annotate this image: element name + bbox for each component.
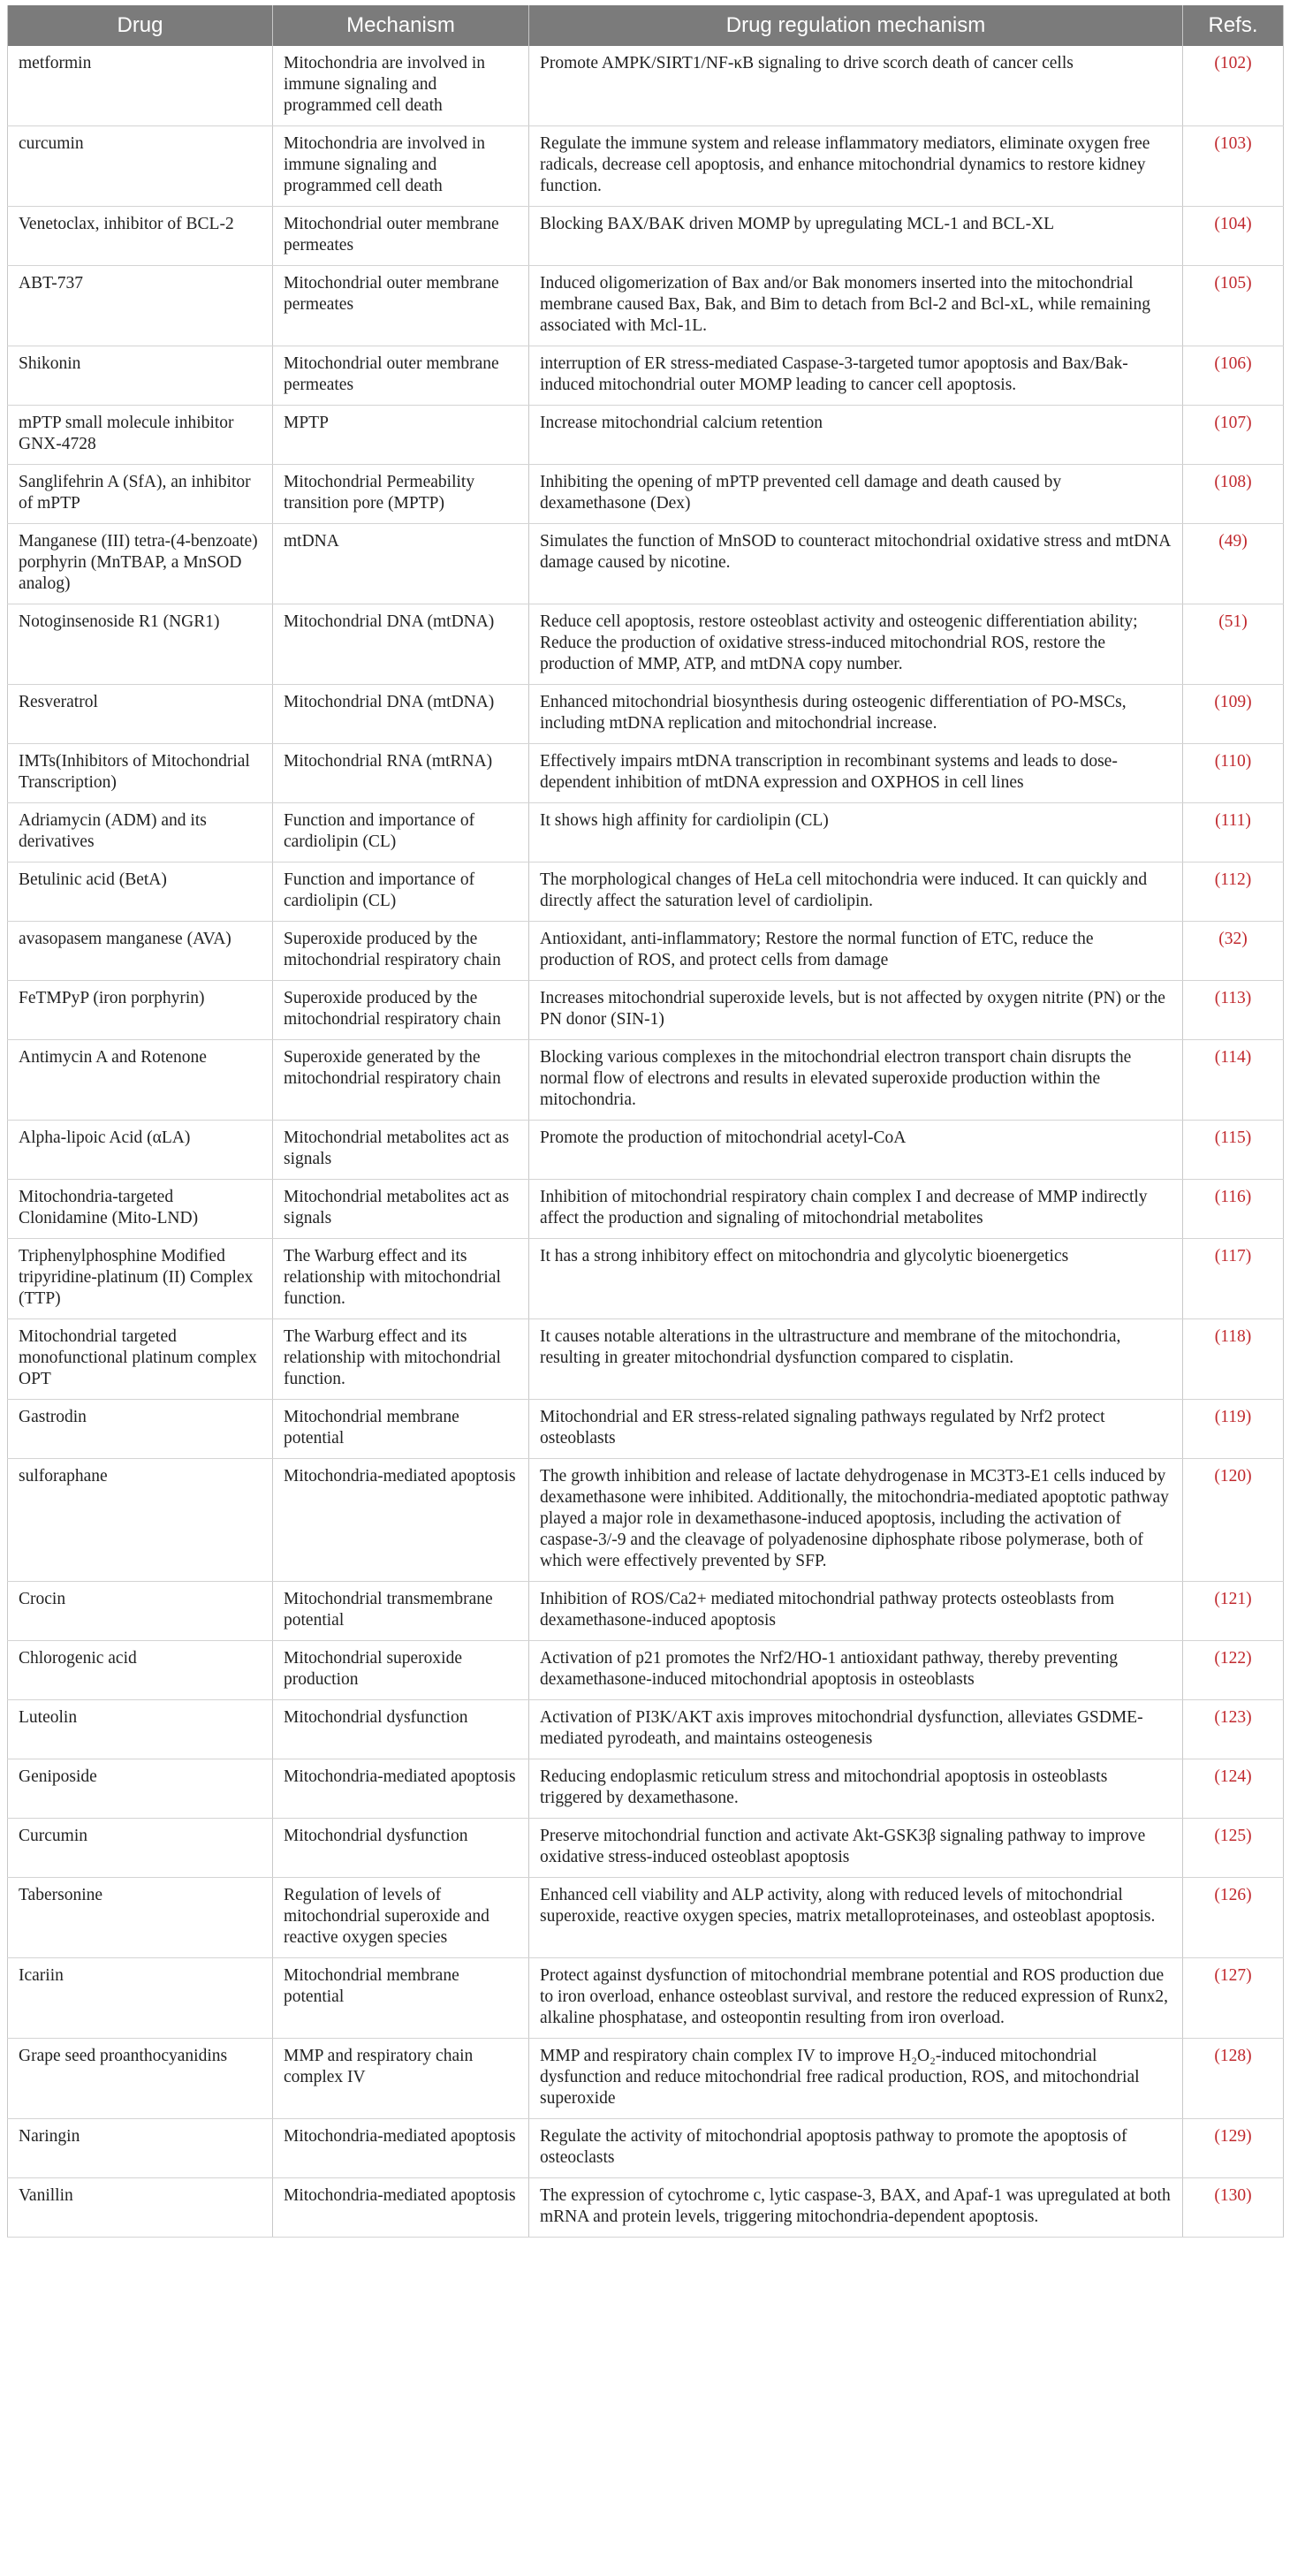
regulation-cell: Mitochondrial and ER stress-related signaling pathways regulated by Nrf2 protect osteoblasts xyxy=(529,1400,1183,1459)
regulation-cell: Inhibition of ROS/Ca2+ mediated mitochondrial pathway protects osteoblasts from dexamethasone-induced apoptosis xyxy=(529,1582,1183,1641)
drug-cell: Tabersonine xyxy=(8,1878,273,1958)
ref-link[interactable]: (121) xyxy=(1183,1582,1284,1641)
ref-link[interactable]: (118) xyxy=(1183,1319,1284,1400)
regulation-cell: Increase mitochondrial calcium retention xyxy=(529,406,1183,465)
table-row xyxy=(8,685,1284,744)
table-row xyxy=(8,1459,1284,1582)
ref-link[interactable]: (110) xyxy=(1183,744,1284,803)
drug-cell: Manganese (III) tetra-(4-benzoate) porphyrin (MnTBAP, a MnSOD analog) xyxy=(8,524,273,604)
mechanism-cell: Mitochondria-mediated apoptosis xyxy=(273,1759,529,1819)
table-row xyxy=(8,604,1284,685)
mechanism-cell: Mitochondria-mediated apoptosis xyxy=(273,2178,529,2238)
table-row xyxy=(8,744,1284,803)
mechanism-cell: Mitochondrial membrane potential xyxy=(273,1400,529,1459)
regulation-cell: Activation of p21 promotes the Nrf2/HO-1 antioxidant pathway, thereby preventing dexamethasone-induced mitochondrial apoptosis in osteoblasts xyxy=(529,1641,1183,1700)
mechanism-cell: Regulation of levels of mitochondrial superoxide and reactive oxygen species xyxy=(273,1878,529,1958)
mechanism-cell: Function and importance of cardiolipin (CL) xyxy=(273,862,529,922)
ref-link[interactable]: (105) xyxy=(1183,266,1284,346)
regulation-cell: It has a strong inhibitory effect on mitochondria and glycolytic bioenergetics xyxy=(529,1239,1183,1319)
mechanism-cell: Mitochondria-mediated apoptosis xyxy=(273,1459,529,1582)
drug-cell: ABT-737 xyxy=(8,266,273,346)
ref-link[interactable]: (124) xyxy=(1183,1759,1284,1819)
table-row xyxy=(8,2119,1284,2178)
regulation-cell: Reducing endoplasmic reticulum stress and mitochondrial apoptosis in osteoblasts triggered by dexamethasone. xyxy=(529,1759,1183,1819)
regulation-cell: Inhibiting the opening of mPTP prevented cell damage and death caused by dexamethasone (Dex) xyxy=(529,465,1183,524)
table-row xyxy=(8,2178,1284,2238)
table-row xyxy=(8,126,1284,207)
regulation-cell: Promote AMPK/SIRT1/NF-κB signaling to drive scorch death of cancer cells xyxy=(529,46,1183,126)
drug-cell: Betulinic acid (BetA) xyxy=(8,862,273,922)
mechanism-cell: Mitochondrial metabolites act as signals xyxy=(273,1121,529,1180)
mechanism-cell: Mitochondrial transmembrane potential xyxy=(273,1582,529,1641)
mechanism-cell: Mitochondrial RNA (mtRNA) xyxy=(273,744,529,803)
regulation-cell: Induced oligomerization of Bax and/or Bak monomers inserted into the mitochondrial membrane caused Bax, Bak, and Bim to detach from Bcl-2 and Bcl-xL, while remaining associated with Mcl-1L. xyxy=(529,266,1183,346)
table-row xyxy=(8,346,1284,406)
drug-cell: Grape seed proanthocyanidins xyxy=(8,2039,273,2119)
mechanism-cell: The Warburg effect and its relationship with mitochondrial function. xyxy=(273,1319,529,1400)
ref-link[interactable]: (32) xyxy=(1183,922,1284,981)
drug-cell: metformin xyxy=(8,46,273,126)
ref-link[interactable]: (108) xyxy=(1183,465,1284,524)
regulation-cell: Inhibition of mitochondrial respiratory chain complex I and decrease of MMP indirectly affect the production and signaling of mitochondrial metabolites xyxy=(529,1180,1183,1239)
ref-link[interactable]: (117) xyxy=(1183,1239,1284,1319)
ref-link[interactable]: (49) xyxy=(1183,524,1284,604)
mechanism-cell: Mitochondrial dysfunction xyxy=(273,1700,529,1759)
regulation-cell: It shows high affinity for cardiolipin (CL) xyxy=(529,803,1183,862)
mechanism-cell: Mitochondrial DNA (mtDNA) xyxy=(273,685,529,744)
mechanism-cell: Mitochondrial metabolites act as signals xyxy=(273,1180,529,1239)
ref-link[interactable]: (109) xyxy=(1183,685,1284,744)
regulation-cell: Preserve mitochondrial function and activate Akt-GSK3β signaling pathway to improve oxidative stress-induced osteoblast apoptosis xyxy=(529,1819,1183,1878)
drug-cell: Crocin xyxy=(8,1582,273,1641)
mechanism-cell: The Warburg effect and its relationship with mitochondrial function. xyxy=(273,1239,529,1319)
regulation-cell: Enhanced mitochondrial biosynthesis during osteogenic differentiation of PO-MSCs, including mtDNA replication and mitochondrial increase. xyxy=(529,685,1183,744)
drug-table xyxy=(7,5,1284,2238)
regulation-cell: Promote the production of mitochondrial acetyl-CoA xyxy=(529,1121,1183,1180)
drug-cell: Luteolin xyxy=(8,1700,273,1759)
regulation-cell: Reduce cell apoptosis, restore osteoblast activity and osteogenic differentiation ability; Reduce the production of oxidative stress-induced mitochondrial ROS, restore the production of MMP, ATP, and mtDNA copy number. xyxy=(529,604,1183,685)
mechanism-cell: mtDNA xyxy=(273,524,529,604)
regulation-cell: Blocking various complexes in the mitochondrial electron transport chain disrupts the normal flow of electrons and results in elevated superoxide production within the mitochondria. xyxy=(529,1040,1183,1121)
regulation-cell: Regulate the activity of mitochondrial apoptosis pathway to promote the apoptosis of osteoclasts xyxy=(529,2119,1183,2178)
table-row xyxy=(8,1878,1284,1958)
table-row xyxy=(8,1958,1284,2039)
drug-cell: Shikonin xyxy=(8,346,273,406)
mechanism-cell: Mitochondria are involved in immune signaling and programmed cell death xyxy=(273,126,529,207)
header-regulation: Drug regulation mechanism xyxy=(529,5,1183,46)
mechanism-cell: Mitochondria are involved in immune signaling and programmed cell death xyxy=(273,46,529,126)
ref-link[interactable]: (113) xyxy=(1183,981,1284,1040)
drug-cell: Triphenylphosphine Modified tripyridine-platinum (II) Complex (TTP) xyxy=(8,1239,273,1319)
drug-cell: mPTP small molecule inhibitor GNX-4728 xyxy=(8,406,273,465)
table-row xyxy=(8,465,1284,524)
table-row xyxy=(8,803,1284,862)
ref-link[interactable]: (104) xyxy=(1183,207,1284,266)
drug-cell: Chlorogenic acid xyxy=(8,1641,273,1700)
table-row xyxy=(8,862,1284,922)
ref-link[interactable]: (51) xyxy=(1183,604,1284,685)
header-drug: Drug xyxy=(8,5,273,46)
ref-link[interactable]: (122) xyxy=(1183,1641,1284,1700)
ref-link[interactable]: (102) xyxy=(1183,46,1284,126)
table-header xyxy=(8,5,1284,46)
drug-cell: Antimycin A and Rotenone xyxy=(8,1040,273,1121)
drug-cell: sulforaphane xyxy=(8,1459,273,1582)
drug-cell: Geniposide xyxy=(8,1759,273,1819)
mechanism-cell: Mitochondria-mediated apoptosis xyxy=(273,2119,529,2178)
ref-link[interactable]: (106) xyxy=(1183,346,1284,406)
mechanism-cell: Mitochondrial membrane potential xyxy=(273,1958,529,2039)
drug-cell: Mitochondrial targeted monofunctional platinum complex OPT xyxy=(8,1319,273,1400)
ref-link[interactable]: (127) xyxy=(1183,1958,1284,2039)
table-row xyxy=(8,46,1284,126)
table-row xyxy=(8,981,1284,1040)
regulation-cell: Activation of PI3K/AKT axis improves mitochondrial dysfunction, alleviates GSDME-mediated pyrodeath, and maintains osteogenesis xyxy=(529,1700,1183,1759)
regulation-cell: Blocking BAX/BAK driven MOMP by upregulating MCL-1 and BCL-XL xyxy=(529,207,1183,266)
drug-cell: Vanillin xyxy=(8,2178,273,2238)
mechanism-cell: Mitochondrial outer membrane permeates xyxy=(273,346,529,406)
table-row xyxy=(8,1180,1284,1239)
mechanism-cell: MPTP xyxy=(273,406,529,465)
header-row xyxy=(8,5,1284,46)
mechanism-cell: Mitochondrial superoxide production xyxy=(273,1641,529,1700)
ref-link[interactable]: (111) xyxy=(1183,803,1284,862)
drug-cell: Venetoclax, inhibitor of BCL-2 xyxy=(8,207,273,266)
drug-cell: Resveratrol xyxy=(8,685,273,744)
mechanism-cell: Mitochondrial DNA (mtDNA) xyxy=(273,604,529,685)
ref-link[interactable]: (128) xyxy=(1183,2039,1284,2119)
drug-cell: Naringin xyxy=(8,2119,273,2178)
mechanism-cell: Mitochondrial outer membrane permeates xyxy=(273,207,529,266)
mechanism-cell: Superoxide produced by the mitochondrial respiratory chain xyxy=(273,981,529,1040)
table-row xyxy=(8,524,1284,604)
table-row xyxy=(8,1700,1284,1759)
table-row xyxy=(8,922,1284,981)
ref-link[interactable]: (115) xyxy=(1183,1121,1284,1180)
mechanism-cell: Function and importance of cardiolipin (CL) xyxy=(273,803,529,862)
mechanism-cell: Superoxide produced by the mitochondrial respiratory chain xyxy=(273,922,529,981)
drug-cell: Alpha-lipoic Acid (αLA) xyxy=(8,1121,273,1180)
table-row xyxy=(8,1239,1284,1319)
table-row xyxy=(8,406,1284,465)
drug-cell: Curcumin xyxy=(8,1819,273,1878)
ref-link[interactable]: (116) xyxy=(1183,1180,1284,1239)
regulation-cell: Regulate the immune system and release inflammatory mediators, eliminate oxygen free radicals, decrease cell apoptosis, and enhance mitochondrial dynamics to restore kidney function. xyxy=(529,126,1183,207)
ref-link[interactable]: (126) xyxy=(1183,1878,1284,1958)
regulation-cell: Antioxidant, anti-inflammatory; Restore the normal function of ETC, reduce the production of ROS, and protect cells from damage xyxy=(529,922,1183,981)
drug-cell: Gastrodin xyxy=(8,1400,273,1459)
table-row xyxy=(8,207,1284,266)
mechanism-cell: Mitochondrial Permeability transition pore (MPTP) xyxy=(273,465,529,524)
drug-cell: IMTs(Inhibitors of Mitochondrial Transcription) xyxy=(8,744,273,803)
drug-cell: Icariin xyxy=(8,1958,273,2039)
table-row xyxy=(8,2039,1284,2119)
drug-cell: FeTMPyP (iron porphyrin) xyxy=(8,981,273,1040)
ref-link[interactable]: (130) xyxy=(1183,2178,1284,2238)
regulation-cell: Simulates the function of MnSOD to counteract mitochondrial oxidative stress and mtDNA damage caused by nicotine. xyxy=(529,524,1183,604)
regulation-cell: The growth inhibition and release of lactate dehydrogenase in MC3T3-E1 cells induced by dexamethasone were inhibited. Additionally, the mitochondria-mediated apoptotic pathway played a major role in dexamethasone-induced apoptosis, including the activation of caspase-3/-9 and the cleavage of polyadenosine diphosphate ribose polymerase, both of which were effectively prevented by SFP. xyxy=(529,1459,1183,1582)
table-row xyxy=(8,1582,1284,1641)
table-body xyxy=(8,46,1284,2238)
table-row xyxy=(8,266,1284,346)
regulation-cell: Increases mitochondrial superoxide levels, but is not affected by oxygen nitrite (PN) or the PN donor (SIN-1) xyxy=(529,981,1183,1040)
header-refs: Refs. xyxy=(1183,5,1284,46)
table-row xyxy=(8,1319,1284,1400)
ref-link[interactable]: (123) xyxy=(1183,1700,1284,1759)
ref-link[interactable]: (114) xyxy=(1183,1040,1284,1121)
drug-cell: Adriamycin (ADM) and its derivatives xyxy=(8,803,273,862)
regulation-cell: The expression of cytochrome c, lytic caspase-3, BAX, and Apaf-1 was upregulated at both mRNA and protein levels, triggering mitochondria-dependent apoptosis. xyxy=(529,2178,1183,2238)
regulation-cell: interruption of ER stress-mediated Caspase-3-targeted tumor apoptosis and Bax/Bak-induced mitochondrial outer MOMP leading to cancer cell apoptosis. xyxy=(529,346,1183,406)
table-row xyxy=(8,1400,1284,1459)
ref-link[interactable]: (112) xyxy=(1183,862,1284,922)
drug-cell: Sanglifehrin A (SfA), an inhibitor of mPTP xyxy=(8,465,273,524)
regulation-cell: MMP and respiratory chain complex IV to improve H₂O₂-induced mitochondrial dysfunction and reduce mitochondrial free radical production, ROS, and mitochondrial superoxide xyxy=(529,2039,1183,2119)
mechanism-cell: Mitochondrial dysfunction xyxy=(273,1819,529,1878)
ref-link[interactable]: (119) xyxy=(1183,1400,1284,1459)
table-row xyxy=(8,1759,1284,1819)
regulation-cell: It causes notable alterations in the ultrastructure and membrane of the mitochondria, resulting in greater mitochondrial dysfunction compared to cisplatin. xyxy=(529,1319,1183,1400)
table-row xyxy=(8,1121,1284,1180)
header-mechanism: Mechanism xyxy=(273,5,529,46)
ref-link[interactable]: (125) xyxy=(1183,1819,1284,1878)
drug-cell: avasopasem manganese (AVA) xyxy=(8,922,273,981)
table-row xyxy=(8,1819,1284,1878)
drug-cell: Notoginsenoside R1 (NGR1) xyxy=(8,604,273,685)
regulation-cell: Protect against dysfunction of mitochondrial membrane potential and ROS production due to iron overload, enhance osteoblast survival, and restore the reduced expression of Runx2, alkaline phosphatase, and osteopontin resulting from iron overload. xyxy=(529,1958,1183,2039)
ref-link[interactable]: (107) xyxy=(1183,406,1284,465)
ref-link[interactable]: (120) xyxy=(1183,1459,1284,1582)
regulation-cell: Enhanced cell viability and ALP activity, along with reduced levels of mitochondrial superoxide, reactive oxygen species, matrix metalloproteinases, and osteoblast apoptosis. xyxy=(529,1878,1183,1958)
ref-link[interactable]: (129) xyxy=(1183,2119,1284,2178)
ref-link[interactable]: (103) xyxy=(1183,126,1284,207)
mechanism-cell: Superoxide generated by the mitochondrial respiratory chain xyxy=(273,1040,529,1121)
drug-cell: Mitochondria-targeted Clonidamine (Mito-LND) xyxy=(8,1180,273,1239)
mechanism-cell: MMP and respiratory chain complex IV xyxy=(273,2039,529,2119)
regulation-cell: Effectively impairs mtDNA transcription in recombinant systems and leads to dose-dependent inhibition of mtDNA expression and OXPHOS in cell lines xyxy=(529,744,1183,803)
regulation-cell: The morphological changes of HeLa cell mitochondria were induced. It can quickly and directly affect the saturation level of cardiolipin. xyxy=(529,862,1183,922)
table-row xyxy=(8,1040,1284,1121)
mechanism-cell: Mitochondrial outer membrane permeates xyxy=(273,266,529,346)
table-row xyxy=(8,1641,1284,1700)
drug-cell: curcumin xyxy=(8,126,273,207)
